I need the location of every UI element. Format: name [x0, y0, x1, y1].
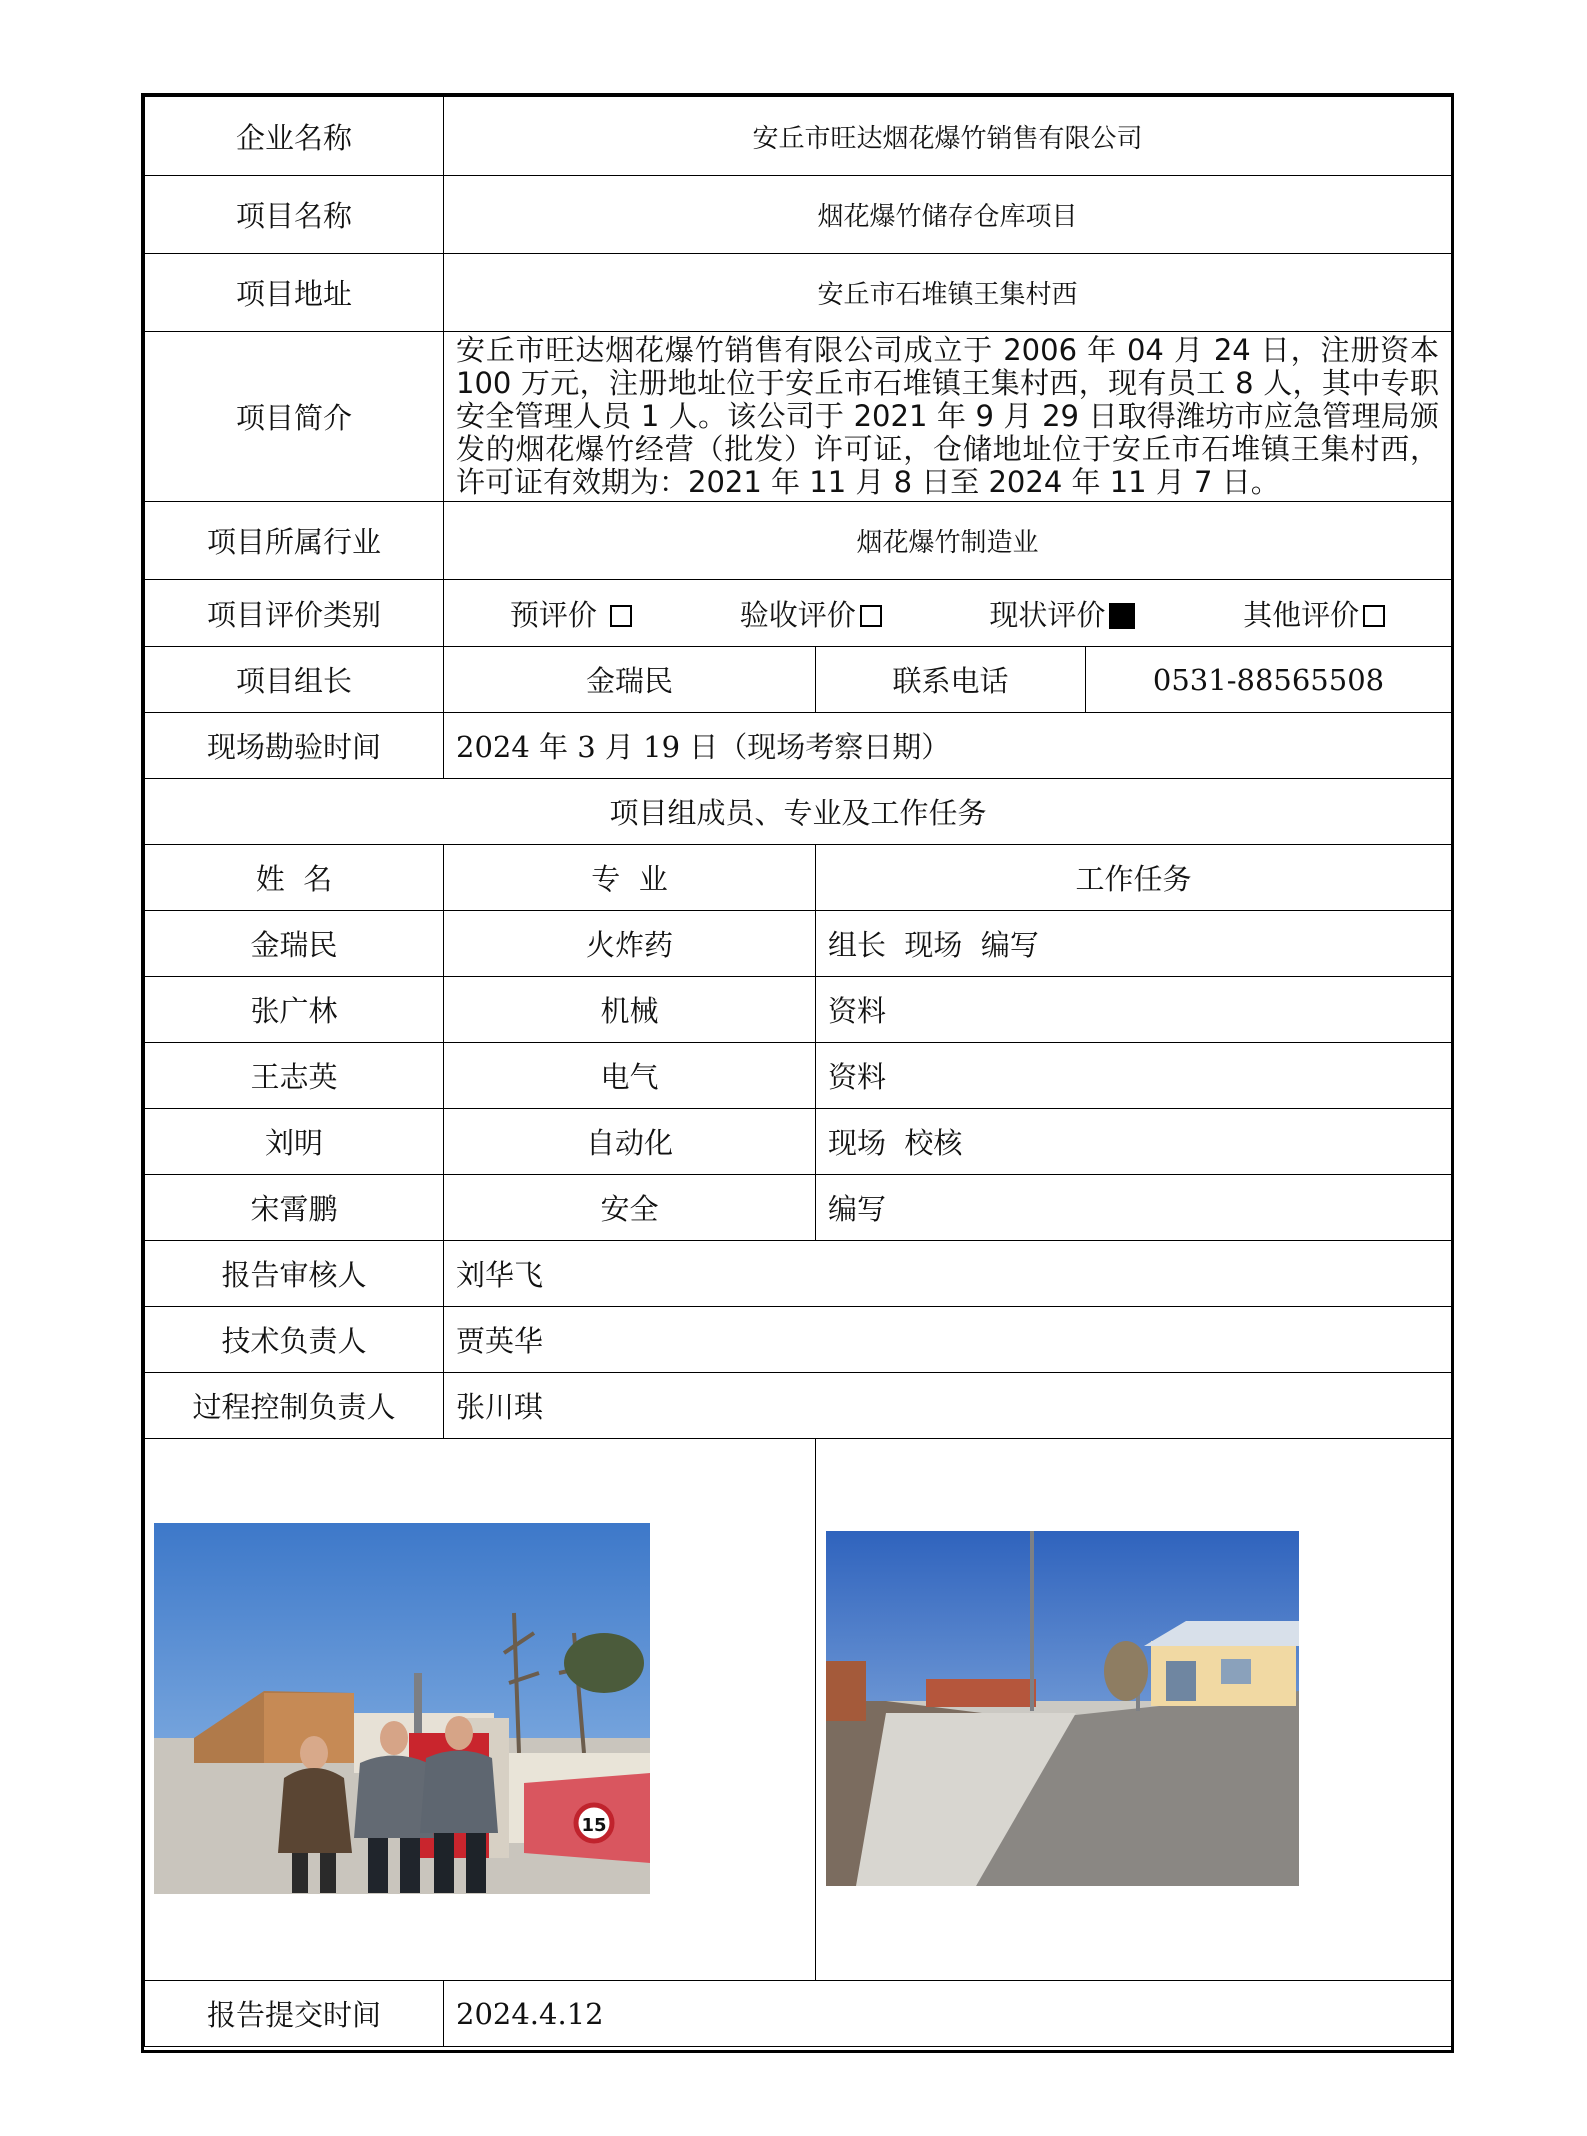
industry-label: 项目所属行业 — [145, 502, 444, 580]
eval-option-current[interactable] — [989, 593, 1135, 634]
eval-option-pre-label: 预评价 — [509, 597, 597, 632]
leader-value: 金瑞民 — [444, 647, 816, 713]
eval-option-acceptance-checkbox[interactable] — [860, 605, 882, 627]
member-major: 自动化 — [444, 1109, 816, 1175]
project-address-value: 安丘市石堆镇王集村西 — [444, 254, 1452, 332]
eval-category-options — [444, 580, 1452, 647]
member-task: 组长 现场 编写 — [816, 911, 1452, 977]
project-address-label: 项目地址 — [145, 254, 444, 332]
eval-option-other[interactable] — [1243, 593, 1385, 634]
photo-cell-team — [145, 1439, 816, 1981]
member-major: 火炸药 — [444, 911, 816, 977]
member-task: 编写 — [816, 1175, 1452, 1241]
submit-time-label: 报告提交时间 — [145, 1981, 444, 2047]
tech-lead-label: 技术负责人 — [145, 1307, 444, 1373]
eval-option-current-checkbox[interactable] — [1109, 603, 1135, 629]
company-label: 企业名称 — [145, 97, 444, 176]
submit-time-value: 2024.4.12 — [444, 1981, 1452, 2047]
team-photo-image — [154, 1523, 650, 1894]
warehouse-photo-image — [826, 1531, 1299, 1886]
table-row — [145, 1175, 1452, 1241]
table-row — [145, 1109, 1452, 1175]
site-photo-team — [154, 1523, 650, 1894]
member-task: 现场 校核 — [816, 1109, 1452, 1175]
table-row — [145, 1043, 1452, 1109]
phone-value: 0531-88565508 — [1086, 647, 1452, 713]
eval-option-acceptance-label: 验收评价 — [739, 597, 856, 632]
member-name: 金瑞民 — [145, 911, 444, 977]
project-name-label: 项目名称 — [145, 176, 444, 254]
eval-option-current-label: 现状评价 — [989, 597, 1106, 632]
project-name-value: 烟花爆竹储存仓库项目 — [444, 176, 1452, 254]
member-name: 宋霄鹏 — [145, 1175, 444, 1241]
site-photo-warehouse — [826, 1531, 1299, 1886]
form-table — [144, 96, 1452, 2047]
member-name: 王志英 — [145, 1043, 444, 1109]
speed-sign-number: 15 — [581, 1815, 607, 1836]
members-header-major: 专 业 — [444, 845, 816, 911]
table-row — [145, 911, 1452, 977]
table-row — [145, 977, 1452, 1043]
survey-time-value: 2024 年 3 月 19 日（现场考察日期） — [444, 713, 1452, 779]
reviewer-value: 刘华飞 — [444, 1241, 1452, 1307]
member-name: 刘明 — [145, 1109, 444, 1175]
members-header-task: 工作任务 — [816, 845, 1452, 911]
eval-category-label: 项目评价类别 — [145, 580, 444, 647]
eval-option-pre[interactable] — [510, 593, 632, 634]
reviewer-label: 报告审核人 — [145, 1241, 444, 1307]
members-title: 项目组成员、专业及工作任务 — [145, 779, 1452, 845]
eval-option-acceptance[interactable] — [740, 593, 882, 634]
leader-label: 项目组长 — [145, 647, 444, 713]
process-lead-value: 张川琪 — [444, 1373, 1452, 1439]
member-task: 资料 — [816, 977, 1452, 1043]
members-header-name: 姓 名 — [145, 845, 444, 911]
evaluation-form — [141, 93, 1454, 2053]
eval-option-other-label: 其他评价 — [1243, 597, 1360, 632]
member-major: 机械 — [444, 977, 816, 1043]
phone-label: 联系电话 — [816, 647, 1086, 713]
process-lead-label: 过程控制负责人 — [145, 1373, 444, 1439]
member-major: 安全 — [444, 1175, 816, 1241]
tech-lead-value: 贾英华 — [444, 1307, 1452, 1373]
company-value: 安丘市旺达烟花爆竹销售有限公司 — [444, 97, 1452, 176]
industry-value: 烟花爆竹制造业 — [444, 502, 1452, 580]
project-intro-text: 安丘市旺达烟花爆竹销售有限公司成立于 2006 年 04 月 24 日，注册资本 100 万元，注册地址位于安丘市石堆镇王集村西，现有员工 8 人，其中专职安全管理人员 1 人。该公司于 2021 年 9 月 29 日取得潍坊市应急管理局颁发的烟花爆竹经营（批发）许可证，仓储地址位于安丘市石堆镇王集村西，许可证有效期为：2021 年 11 月 8 日至 2024 年 11 月 7 日。 — [444, 332, 1452, 502]
member-name: 张广林 — [145, 977, 444, 1043]
project-intro-label: 项目简介 — [145, 332, 444, 502]
eval-option-other-checkbox[interactable] — [1363, 605, 1385, 627]
member-major: 电气 — [444, 1043, 816, 1109]
member-task: 资料 — [816, 1043, 1452, 1109]
eval-option-pre-checkbox[interactable] — [610, 605, 632, 627]
survey-time-label: 现场勘验时间 — [145, 713, 444, 779]
photo-cell-warehouse — [816, 1439, 1452, 1981]
